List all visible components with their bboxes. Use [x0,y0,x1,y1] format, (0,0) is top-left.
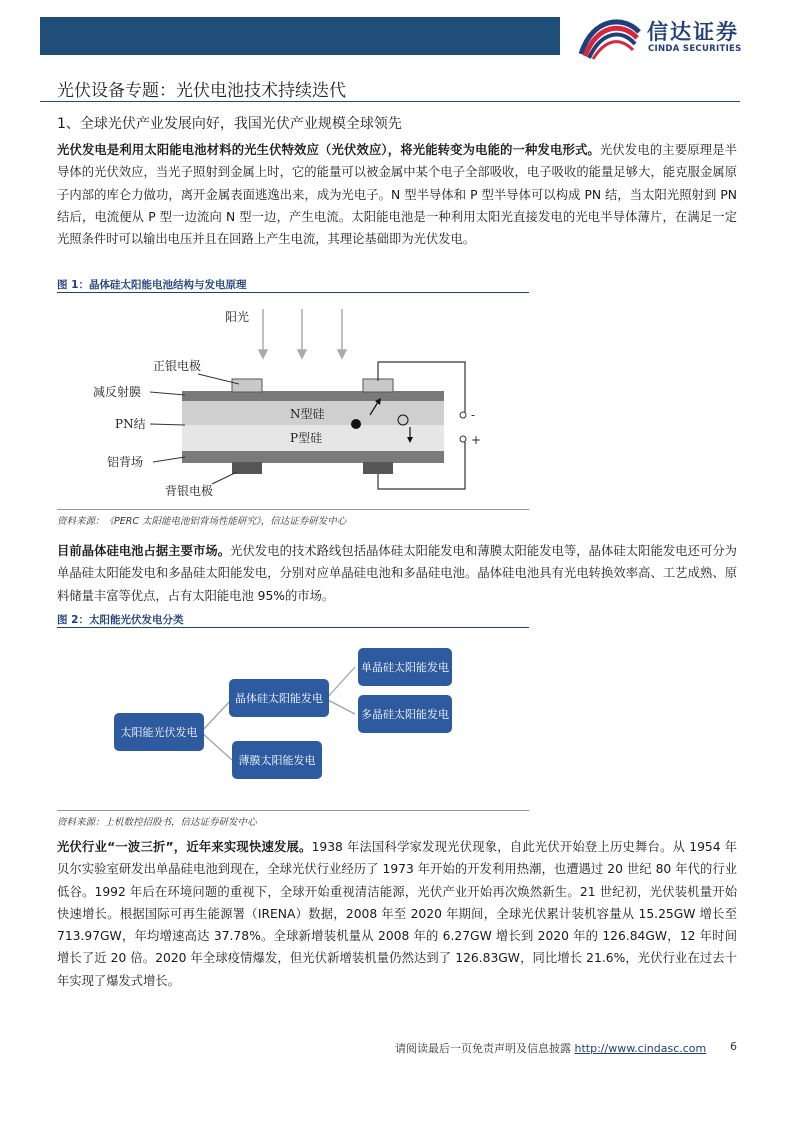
page-title: 光伏设备专题：光伏电池技术持续迭代 [57,81,346,101]
paragraph-pv-principle [57,139,737,250]
logo-text-en: CINDA SECURITIES [648,44,742,54]
node-solar-pv-label: 太阳能光伏发电 [120,726,198,739]
paragraph-body: 光伏发电的技术路线包括晶体硅太阳能发电和薄膜太阳能发电等，晶体硅太阳能发电还可分为单晶硅太阳能发电和多晶硅太阳能发电，分别对应单晶硅电池和多晶硅电池。晶体硅电池具有光电转换效率高、工艺成熟、原料储量丰富等优点，占有太阳能电池 95%的市场。 [57,544,737,603]
section-heading: 1、全球光伏产业发展向好，我国光伏产业规模全球领先 [57,116,402,132]
footer-text: 请阅读最后一页免责声明及信息披露 [395,1042,571,1055]
paragraph-lead: 光伏发电是利用太阳能电池材料的光生伏特效应（光伏效应），将光能转变为电能的一种发电形式。 [57,143,600,157]
sunlight-label: 阳光 [225,310,250,324]
aluminum-back-label: 铝背场 [107,455,144,469]
pn-junction-leader [150,424,185,425]
anti-reflection-label: 减反射膜 [93,385,142,399]
header-bar [40,17,560,55]
page-number: 6 [730,1040,737,1053]
electron-icon [351,419,361,429]
footer-website-link[interactable]: http://www.cindasc.com [574,1042,707,1055]
sunlight-arrows [259,309,346,358]
node-polycrystalline-label: 多晶硅太阳能发电 [361,708,449,721]
back-electrode-right [363,462,393,474]
pv-classification-diagram [57,629,529,809]
front-electrode-label: 正银电极 [153,359,202,373]
paragraph-body: 光伏发电的主要原理是半导体的光伏效应，当光子照射到金属上时，它的能量可以被金属中某个电子全部吸收，电子吸收的能量足够大，能克服金属原子内部的库仑力做功，离开金属表面逃逸出来，成为光电子。N 型半导体和 P 型半导体可以构成 PN 结，当太阳光照射到 PN 结后，电流便从 P 型一边流向 N 型一边，产生电流。太阳能电池是一种利用太阳光直接发电的光电半导体薄片，在满足一定光照条件时可以输出电压并且在回路上产生电流，其理论基础即为光伏发电。 [57,143,737,247]
node-thin-film-label: 薄膜太阳能发电 [238,754,316,767]
node-monocrystalline-label: 单晶硅太阳能发电 [361,661,449,674]
figure-1-source: 资料来源：《PERC 太阳能电池铝背场性能研究》，信达证券研发中心 [57,516,347,527]
figure-1-top-rule [57,292,529,293]
logo-text-cn: 信达证券 [647,20,739,44]
negative-sign: - [471,408,476,422]
solar-cell-diagram [57,294,529,506]
p-silicon-label: P型硅 [290,431,323,445]
back-electrode-leader [212,472,237,484]
pn-junction-label: PN结 [115,417,146,431]
figure-2-top-rule [57,627,529,628]
paragraph-lead: 光伏行业“一波三折”，近年来实现快速发展。 [57,840,312,854]
figure-2-source: 资料来源：上机数控招股书，信达证券研发中心 [57,817,257,828]
title-divider [40,101,740,102]
front-electrode-left [232,379,262,392]
negative-terminal-icon [460,412,466,418]
figure-1-bottom-rule [57,509,529,510]
node-crystalline-silicon-label: 晶体硅太阳能发电 [235,692,323,705]
paragraph-body: 1938 年法国科学家发现光伏现象，自此光伏开始登上历史舞台。从 1954 年贝尔实验室研发出单晶硅电池到现在，全球光伏行业经历了 1973 年开始的开发利用热潮，也遭遇过 20 世纪 80 年代的行业低谷。1992 年后在环境问题的重视下，全球开始重视清洁能源，光伏产业开始再次焕然新生。21 世纪初，光伏装机量开始快速增长。根据国际可再生能源署（IRENA）数据，2008 年至 2020 年期间，全球光伏累计装机容量从 15.25GW 增长至 713.97GW，年均增速高达 37.78%。全球新增装机量从 2008 年的 6.27GW 增长到 2020 年的 126.84GW，12 年时间增长了近 20 倍。2020 年全球疫情爆发，但光伏新增装机量仍然达到了 126.83GW，同比增长 21.6%，光伏行业在过去十年实现了爆发式增长。 [57,840,737,988]
paragraph-pv-history [57,836,737,992]
aluminum-back-layer [182,451,444,463]
anti-reflection-leader [150,392,185,395]
positive-sign: + [471,433,482,447]
n-silicon-label: N型硅 [290,407,325,421]
paragraph-crystalline [57,540,737,607]
figure-2-bottom-rule [57,810,529,811]
back-electrode-label: 背银电极 [165,484,214,498]
paragraph-lead: 目前晶体硅电池占据主要市场。 [57,544,231,558]
figure-1-caption: 图 1：晶体硅太阳能电池结构与发电原理 [57,279,247,291]
anti-reflection-layer [182,391,444,401]
figure-2-caption: 图 2：太阳能光伏发电分类 [57,614,184,626]
cinda-logo [575,14,775,60]
aluminum-back-leader [153,457,185,462]
footer-disclaimer [395,1040,706,1056]
positive-terminal-icon [460,436,466,442]
cinda-logo-icon [575,14,645,60]
